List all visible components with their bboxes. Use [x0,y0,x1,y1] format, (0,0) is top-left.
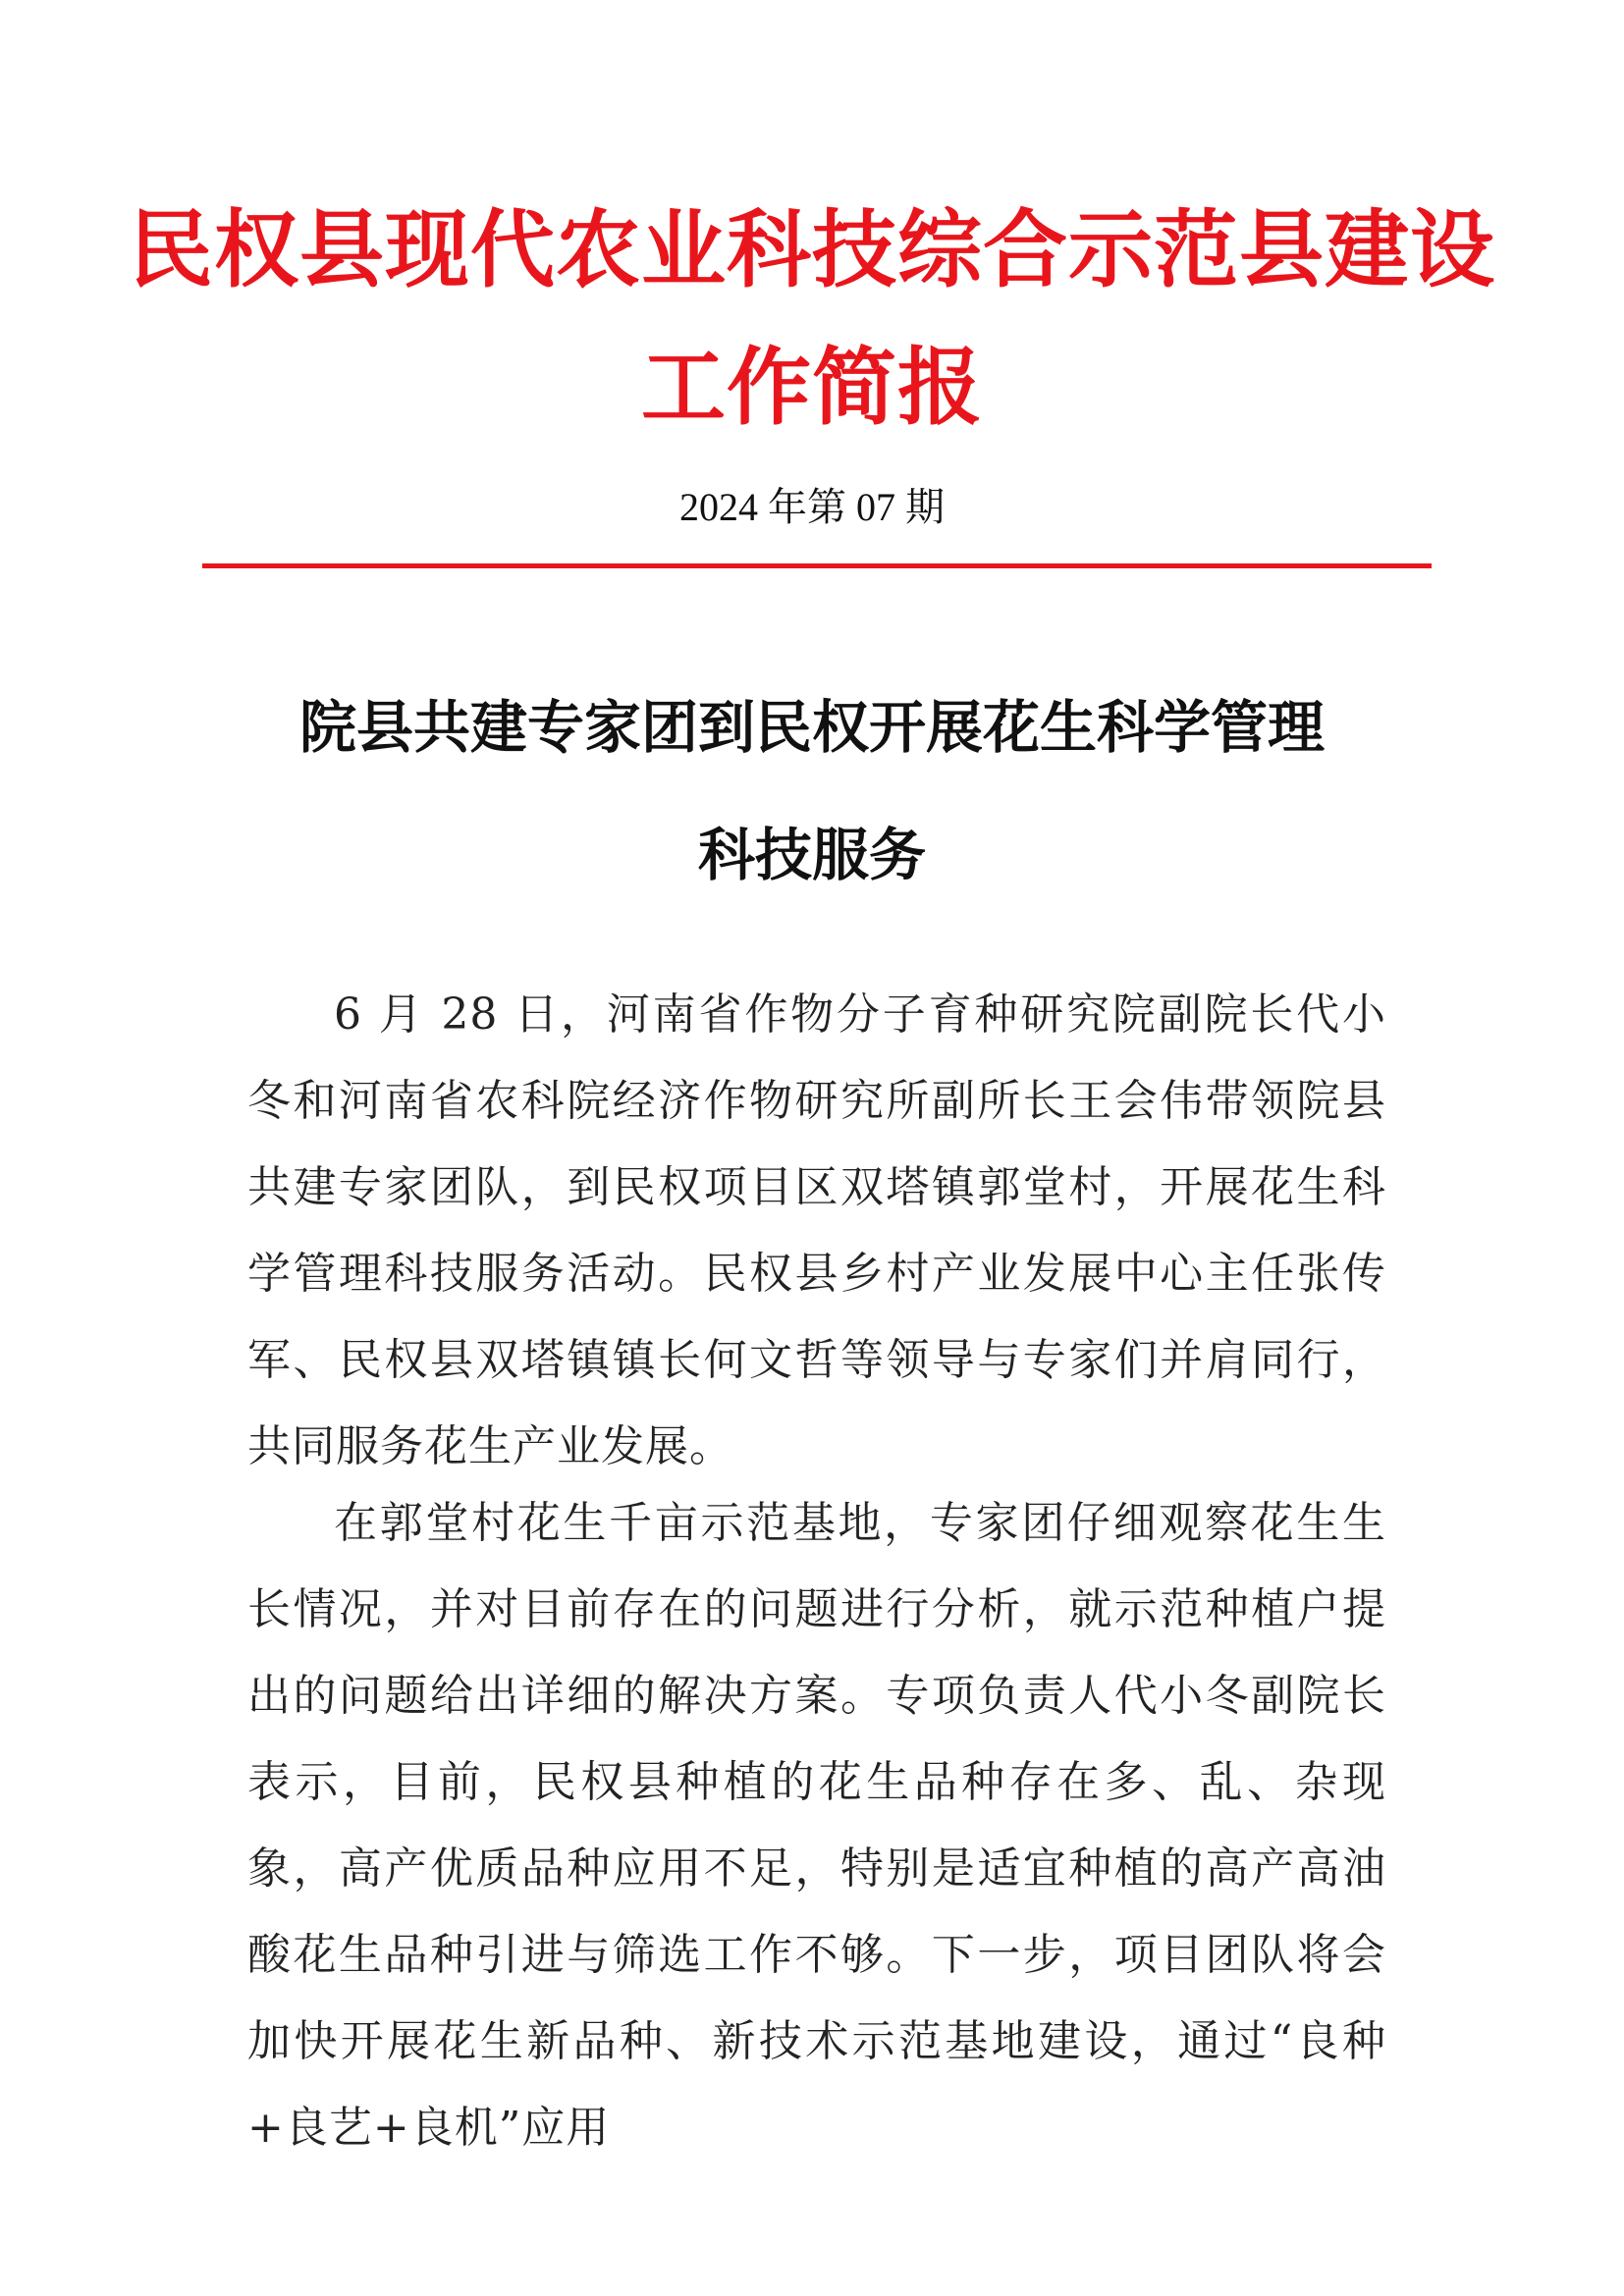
issue-number: 2024 年第 07 期 [679,485,945,529]
article-title-line-1: 院县共建专家团到民权开展花生科学管理 [298,694,1325,761]
masthead-title-line-1: 民权县现代农业科技综合示范县建设 [129,200,1495,299]
masthead-divider [202,563,1432,568]
article-title-line-2: 科技服务 [697,822,926,888]
body-paragraph: 6 月 28 日，河南省作物分子育种研究院副院长代小冬和河南省农科院经济作物研究所副所长王会伟带领院县共建专家团队，到民权项目区双塔镇郭堂村，开展花生科学管理科技服务活动。民权县乡村产业发展中心主任张传军、民权县双塔镇镇长何文哲等领导与专家们并肩同行，共同服务花生产业发展。 [247,989,1386,1471]
masthead-title-line-2: 工作简报 [641,338,983,437]
body-paragraph: 在郭堂村花生千亩示范基地，专家团仔细观察花生生长情况，并对目前存在的问题进行分析，就示范种植户提出的问题给出详细的解决方案。专项负责人代小冬副院长表示，目前，民权县种植的花生品种存在多、乱、杂现象，高产优质品种应用不足，特别是适宜种植的高产高油酸花生品种引进与筛选工作不够。下一步，项目团队将会加快开展花生新品种、新技术示范基地建设，通过“良种+良艺+良机”应用 [247,1498,1386,2153]
